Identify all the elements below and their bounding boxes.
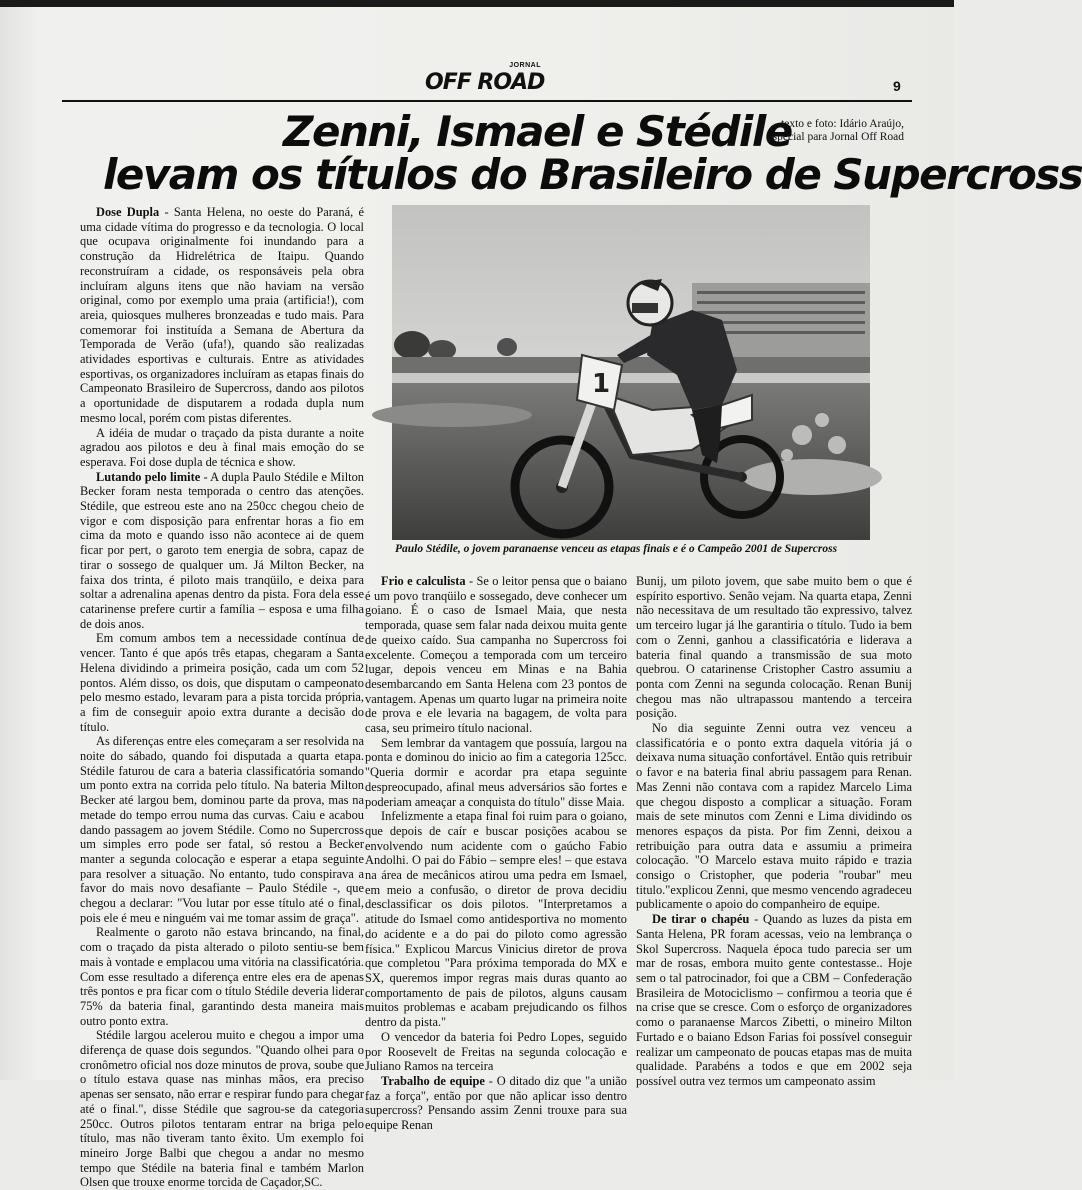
photo-caption: Paulo Stédile, o jovem paranaense venceu as etapas finais e é o Campeão 2001 de Supercross — [395, 543, 838, 555]
article-paragraph — [80, 1028, 364, 1190]
paragraph-text: - O ditado diz que "a união faz a força", então por que não aplicar isso dentro supercross? Pensando assim Zenni trouxe para sua equipe Renan — [365, 1073, 628, 1133]
paragraph-text: - Quando as luzes da pista em Santa Helena, PR foram acessas, veio na lembrança o Skol Supercross. Naquela época tudo parecia ser um mar de rosas, embora muito gente contestasse.. Hoje sem o tal patrocinador, foi que a CBM – Confederação Brasileira de Motociclismo – confirmou a teoria que é na crise que se cresce. Com o esforço de organizadores como o paranaense Marcos Zibetti, o mineiro Milton Furtado e o baiano Edson Farias foi possível conseguir realizar um campeonato de poucas etapas mas de muita qualidade. Parabéns a todos e que em 2002 seja possível outra vez termos um campeonato assim — [636, 912, 912, 1088]
paragraph-text: - Se o leitor pensa que o baiano é um povo tranqüilo e sossegado, deve conhecer um goiano. É o caso de Ismael Maia, que nesta temporada, quase sem falar nada deixou muita gente de queixo caído. Sua campanha no Supercross foi excelente. Começou a temporada com um terceiro lugar, depois venceu em Minas e na Bahia desembarcando em Santa Helena com 23 pontos de vantagem. Apenas um quarto lugar na primeira noite de prova e ele levaria na bagagem, de volta para casa, seu primeiro título nacional. — [365, 574, 627, 736]
byline-line-2: especial para Jornal Off Road — [767, 131, 904, 143]
article-paragraph — [365, 809, 627, 1030]
article-paragraph — [80, 426, 364, 470]
masthead-name: OFF ROAD — [425, 70, 545, 95]
paragraph-lead-in: Dose Dupla — [96, 205, 160, 219]
paragraph-text: A idéia de mudar o traçado da pista durante a noite agradou aos pilotos e deu à final mais emoção do se esperava. Foi dose dupla de técnica e show. — [80, 425, 364, 469]
article-paragraph — [365, 574, 627, 736]
paragraph-text: Bunij, um piloto jovem, que sabe muito bem o que é espírito esportivo. Senão vejam. Na quarta etapa, Zenni não necessitava de um resultado tão expressivo, talvez um terceiro lugar já lhe garantiria o título. Tudo ia bem com o Zenni, ganhou a classificatória e liderava a bateria final quando a transmissão de sua moto quebrou. O catarinense Cristopher Castro assumiu a ponta com Zenni na segunda colocação. Renan Bunij chegou mas não ultrapassou mantendo a terceira posição. — [636, 574, 912, 721]
masthead-jornal: JORNAL — [509, 62, 541, 69]
paragraph-text: No dia seguinte Zenni outra vez venceu a classificatória e o ponto extra daquela vitória já o deixava numa situação confortável. Então quis retribuir o favor e na bateria final abriu passagem para Renan. Mas Zenni não contava com a rapidez Marcelo Lima que chegou disposto a complicar a situação. Foram mais de sete minutos com Zenni e Lima dividindo os menores espaços da pista. Por fim Zenni, deixou a retribuição para outra data e assumiu a primeira colocação. "O Marcelo estava muito rápido e trazia consigo o Cristopher, que poderia "roubar" meu titulo."explicou Zenni, que mesmo vencendo agradeceu publicamente o apoio do companheiro de equipe. — [636, 721, 912, 912]
paragraph-text: - Santa Helena, no oeste do Paraná, é uma cidade vítima do progresso e da tecnologia. O local que ocupava originalmente foi inundando para a construção da Hidrelétrica de Itaipu. Quando reconstruíram a cidade, os responsáveis pela obra incluíram alguns itens que não haviam na versão original, como por exemplo uma praia (artificia!), com areia, quiosques mulheres bronzeadas e tudo mais. Para comemorar foi instituída a Semana de Abertura da Temporada de Verão (ufa!), quando são realizadas atividades esportivas e culturais. Entre as atividades esportivas, os organizadores incluíram as etapas finais do Campeonato Brasileiro de Supercross, dando aos pilotos a oportunidade de disputarem a rodada dupla num mesmo local, porém com pistas diferentes. — [80, 205, 365, 425]
paragraph-text: - A dupla Paulo Stédile e Milton Becker foram nesta temporada o centro das atenções. Stédile, que estreou este ano na 250cc chegou cheio de vigor e com disposição para enfrentar horas a fio em cima da moto e quando isso não acontece ai de quem ficar por pert, o garoto tem energia de sobra, capaz de tirar o sossego de qualquer um. Já Milton Becker, na faixa dos trinta, é piloto mais tranqüilo, e deixa para soltar a adrenalina apenas dentro da pista. Fora dela esse catarinense prefere curtir a família – esposa e uma filha de dois anos. — [80, 469, 364, 631]
paragraph-text: Stédile largou acelerou muito e chegou a impor uma diferença de quase dois segundos. "Quando olhei para o cronômetro oficial nos doze minutos de prova, soube que o título estava quase nas minhas mãos, era preciso apenas ser sensato, não errar e respirar fundo para chegar até o final.", disse Stédile que sagrou-se da categoria 250cc. Outros pilotos tentaram entrar na briga pelo título, mas não tiveram tanto êxito. Um exemplo foi mineiro Jorge Balbi que chegou a andar no mesmo tempo que Stédile na bateria final e também Marlon Olsen que trouxe enorme torcida de Caçador,SC. — [80, 1028, 364, 1190]
paragraph-text: Em comum ambos tem a necessidade contínua de vencer. Tanto é que após três etapas, chegaram a Santa Helena dividindo a primeira posição, cada um com 52 pontos. Além disso, os dois, que disputam o campeonato pelo mesmo estado, levaram para a pista torcida própria, a fim de conseguir apoio extra durante a decisão do título. — [80, 631, 364, 734]
page-number: 9 — [893, 78, 901, 94]
article-paragraph — [80, 470, 364, 632]
paragraph-lead-in: Trabalho de equipe — [381, 1073, 485, 1088]
paragraph-text: O vencedor da bateria foi Pedro Lopes, seguido por Roosevelt de Freitas na segunda colocação e Juliano Ramos na terceira — [365, 1029, 627, 1074]
number-plate-label: 1 — [592, 369, 611, 399]
headline-line-2: levam os títulos do Brasileiro de Supercross — [103, 150, 1082, 199]
article-paragraph — [636, 721, 912, 912]
paragraph-text: As diferenças entre eles começaram a ser resolvida na noite do sábado, quando foi disputada a quarta etapa. Stédile faturou de cara a bateria classificatória somando um ponto extra na corrida pelo título. Na bateria Milton Becker até largou bem, dominou parte da prova, mas na metade do tempo errou numa das curvas. Caiu e acabou dando passagem ao jovem Stédile. Como no Supercross um simples erro pode ser fatal, só restou a Becker manter a segunda colocação e esperar a etapa seguinte para resolver a situação. No entanto, tudo conspirava a favor do mais novo desafiante – Paulo Stédile -, que chegou a declarar: "Vou lutar por esse título até o final, pois ele é meu e ninguém vai me tomar assim de graça". — [80, 734, 364, 925]
article-paragraph — [636, 912, 912, 1088]
article-paragraph — [80, 925, 364, 1028]
headline-line-1: Zenni, Ismael e Stédile — [283, 107, 792, 156]
paragraph-lead-in: Lutando pelo limite — [96, 469, 201, 484]
article-paragraph — [80, 631, 364, 734]
paragraph-lead-in: Frio e calculista — [381, 574, 466, 588]
scan-top-edge — [0, 0, 954, 7]
header-rule — [62, 100, 912, 102]
article-paragraph — [80, 205, 364, 426]
article-column-3 — [636, 574, 912, 1089]
paragraph-text: Realmente o garoto não estava brincando, na final, com o traçado da pista alterado o piloto sentiu-se bem mais à vontade e emplacou uma vitória na classificatória. Com esse resultado a diferença entre eles era de apenas três pontos e pra ficar com o título Stédile deveria liderar 75% da bateria final, garantindo desta maneira mais outro ponto extra. — [80, 925, 364, 1028]
paragraph-lead-in: De tirar o chapéu — [652, 912, 750, 927]
motocross-rider-photo — [392, 205, 870, 540]
byline — [742, 118, 904, 144]
article-paragraph — [80, 734, 364, 925]
article-paragraph — [365, 1074, 627, 1133]
article-paragraph — [365, 736, 627, 810]
article-column-2 — [365, 574, 627, 1133]
photo-illustration — [392, 205, 870, 540]
byline-line-1: texto e foto: Idário Araújo, — [781, 118, 904, 130]
article-paragraph — [365, 1030, 627, 1074]
masthead-logo — [425, 62, 545, 98]
paragraph-text: Sem lembrar da vantagem que possuía, largou na ponta e dominou do inicio ao fim a categoria 125cc. "Queria dormir e acordar pra etapa seguinte despreocupado, afinal meus adversários são fortes e poderiam ameaçar a conquista do título" disse Maia. — [365, 735, 627, 809]
article-paragraph — [636, 574, 912, 721]
paragraph-text: Infelizmente a etapa final foi ruim para o goiano, que depois de caír e buscar posições acabou se envolvendo num acidente com o gaúcho Fabio Andolhi. O pai do Fábio – sempre eles! – que estava na área de mecânicos atirou uma pedra em Ismael, em meio a confusão, o diretor de prova decidiu desclassificar os dois pilotos. "Interpretamos a atitude do Ismael como antidesportiva no momento do acidente e a do pai do piloto como agressão física." Explicou Marcus Vinicius diretor de prova que completou "Para próxima temporada do MX e SX, queremos impor regras mais duras quanto ao comportamento de pais de pilotos, alguns causam muitos problemas e acabam prejudicando os filhos dentro da pista." — [365, 809, 627, 1030]
article-column-1 — [80, 205, 364, 1190]
